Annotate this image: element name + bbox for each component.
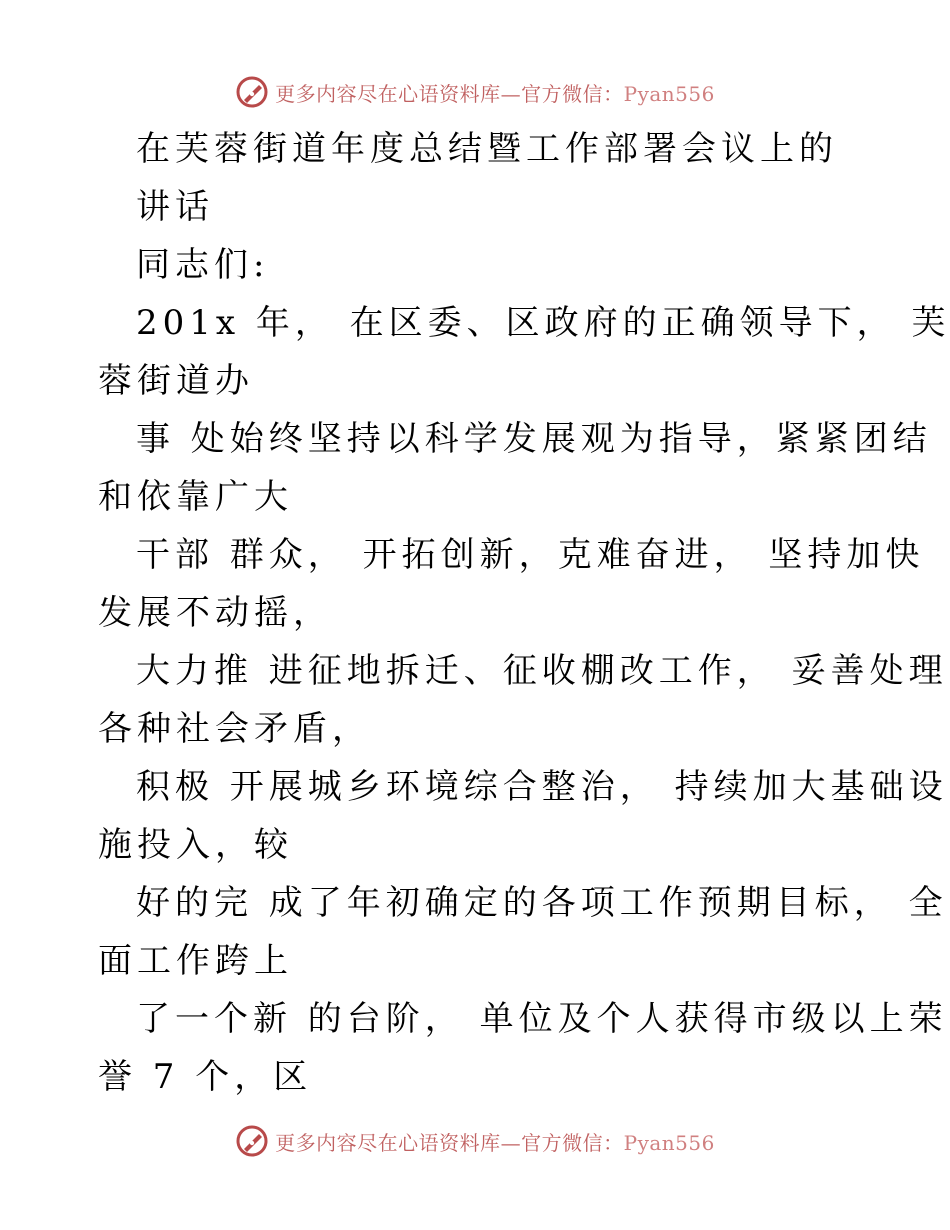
text-line: 各种社会矛盾， [98,709,371,749]
text-line: 发展不动摇， [98,593,332,633]
text-line: 面工作跨上 [98,941,293,981]
header-watermark [0,72,950,112]
text-line: 在芙蓉街道年度总结暨工作部署会议上的 [136,129,838,169]
text-line: 干部 群众， 开拓创新，克难奋进， 坚持加快 [136,535,925,575]
text-line: 蓉街道办 [98,361,254,401]
text-line: 201x 年， 在区委、区政府的正确领导下， 芙 [136,303,950,343]
footer-watermark [0,1121,950,1161]
watermark-text: 更多内容尽在心语资料库—官方微信： [275,81,624,106]
text-line: 了一个新 的台阶， 单位及个人获得市级以上荣 [136,999,948,1039]
document-body [98,120,950,1106]
watermark-wechat-id: Pyan556 [623,1130,715,1155]
pen-nib-logo-icon [235,1124,269,1158]
watermark-text: 更多内容尽在心语资料库—官方微信： [275,1130,624,1155]
text-line: 大力推 进征地拆迁、征收棚改工作， 妥善处理 [136,651,948,691]
text-line: 同志们: [136,245,270,285]
text-line: 誉 7 个，区 [98,1057,313,1097]
text-line: 和依靠广大 [98,477,293,517]
text-line: 积极 开展城乡环境综合整治， 持续加大基础设 [136,767,948,807]
text-line: 事 处始终坚持以科学发展观为指导，紧紧团结 [136,419,932,459]
text-line: 施投入，较 [98,825,293,865]
watermark-wechat-id: Pyan556 [623,81,715,106]
text-line: 好的完 成了年初确定的各项工作预期目标， 全 [136,883,948,923]
pen-nib-logo-icon [235,75,269,109]
text-line: 讲话 [136,187,214,227]
